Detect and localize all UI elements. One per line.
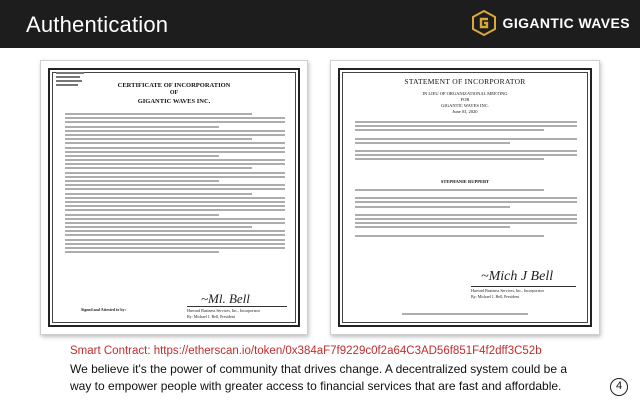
smart-contract-line <box>70 345 542 357</box>
signature-mark-left: ~Ml. Bell <box>201 291 250 306</box>
page-number-badge: 4 <box>610 378 628 396</box>
right-signer-name: Harvard Business Services, Inc., Incorporator <box>471 288 544 293</box>
page-title: Authentication <box>26 12 169 37</box>
statement-subtitle-1: IN LIEU OF ORGANIZATIONAL MEETING <box>422 91 508 96</box>
statement-title: STATEMENT OF INCORPORATOR <box>404 77 526 86</box>
statement-body-text-1 <box>355 121 577 163</box>
certificate-company: GIGANTIC WAVES INC. <box>137 98 211 105</box>
certificate-body-text <box>65 113 285 255</box>
brand-logo <box>471 10 630 36</box>
left-signer-name: Harvard Business Services, Inc., Incorporator <box>187 308 260 313</box>
header-banner <box>0 0 640 48</box>
certificate-of: OF <box>169 90 179 96</box>
statement-subtitle-4: June 03, 2020 <box>452 109 478 114</box>
statement-subtitle-2: FOR <box>460 97 470 102</box>
left-signer-by: By: Michael J. Bell, President <box>187 314 235 319</box>
signature-line-left <box>187 306 287 307</box>
document-images <box>40 60 600 335</box>
statement-subtitle-3: GIGANTIC WAVES INC. <box>441 103 489 108</box>
brand-name: GIGANTIC WAVES <box>502 15 630 31</box>
community-statement: We believe it's the power of community that drives change. A decentralized system could be a way to empower people with greater access to financial services that are fast and affordable. <box>70 362 567 393</box>
signature-line-right <box>471 286 576 287</box>
gigantic-waves-logo-icon <box>471 10 497 36</box>
statement-footer-note <box>391 313 539 317</box>
statement-of-incorporator-image <box>330 60 600 335</box>
statement-body-text-2 <box>355 189 577 239</box>
signed-attested-label: Signed and Attested to by: <box>81 307 126 312</box>
certificate-title: CERTIFICATE OF INCORPORATION <box>117 82 231 89</box>
smart-contract-link[interactable]: https://etherscan.io/token/0x384aF7f9229c0f2a64C3AD56f851F4f2dff3C52b <box>153 345 542 357</box>
certificate-of-incorporation-image <box>40 60 308 335</box>
smart-contract-label: Smart Contract: <box>70 345 154 357</box>
director-name: STEPHANIE RUPPERT <box>440 179 490 184</box>
right-signer-by: By: Michael J. Bell, President <box>471 294 519 299</box>
signature-mark-right: ~Mich J Bell <box>481 269 554 284</box>
